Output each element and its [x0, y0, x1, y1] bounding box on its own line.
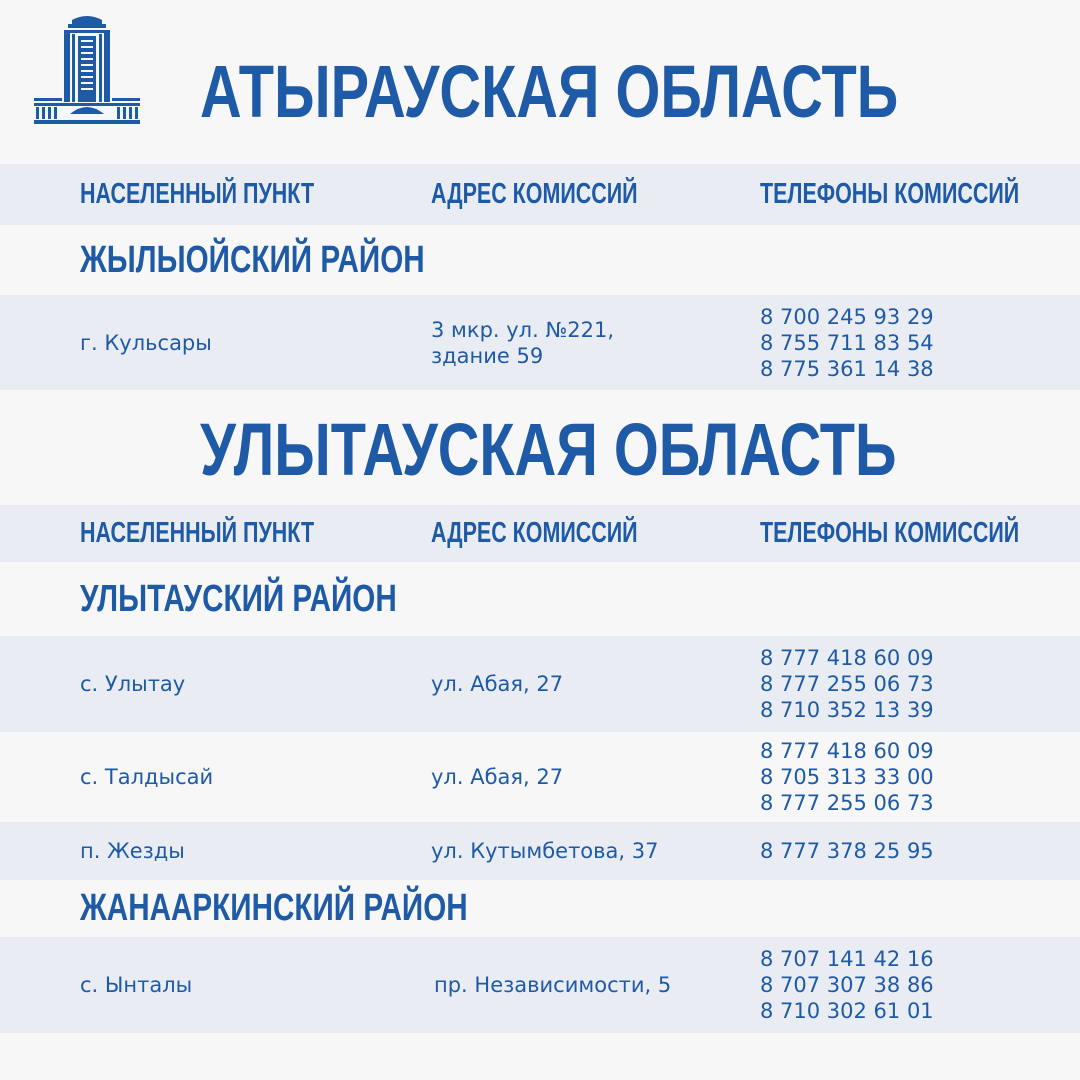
phones-cell	[760, 636, 934, 732]
table-row	[0, 295, 1080, 390]
phone-number: 8 777 378 25 95	[760, 839, 934, 863]
building-logo-icon	[34, 14, 140, 126]
locality-cell: г. Кульсары	[80, 330, 212, 355]
phone-number: 8 710 352 13 39	[760, 698, 934, 722]
phone-number: 8 777 255 06 73	[760, 791, 934, 815]
phones-cell	[760, 937, 934, 1033]
phone-number: 8 707 307 38 86	[760, 973, 934, 997]
column-header-locality: НАСЕЛЕННЫЙ ПУНКТ	[80, 517, 315, 549]
phone-number: 8 700 245 93 29	[760, 304, 934, 329]
locality-cell: с. Талдысай	[80, 765, 214, 789]
phone-number: 8 707 141 42 16	[760, 947, 934, 971]
phone-number: 8 705 313 33 00	[760, 765, 934, 789]
table-header	[0, 164, 1080, 225]
district-name: УЛЫТАУСКИЙ РАЙОН	[80, 577, 397, 620]
address-cell: ул. Абая, 27	[431, 765, 564, 789]
column-header-locality: НАСЕЛЕННЫЙ ПУНКТ	[80, 178, 315, 210]
region-title-atyrau: АТЫРАУСКАЯ ОБЛАСТЬ	[200, 50, 899, 133]
column-header-phones: ТЕЛЕФОНЫ КОМИССИЙ	[760, 517, 1020, 549]
column-header-address: АДРЕС КОМИССИЙ	[431, 178, 638, 210]
locality-cell: с. Улытау	[80, 672, 186, 696]
address-cell: 3 мкр. ул. №221, здание 59	[431, 317, 615, 368]
district-name: ЖАНААРКИНСКИЙ РАЙОН	[80, 887, 468, 929]
phones-cell	[760, 295, 934, 390]
table-row	[0, 732, 1080, 822]
region-title-ulytau: УЛЫТАУСКАЯ ОБЛАСТЬ	[200, 408, 897, 491]
locality-cell: п. Жезды	[80, 839, 185, 863]
phone-number: 8 775 361 14 38	[760, 356, 934, 381]
address-cell: ул. Кутымбетова, 37	[431, 839, 659, 863]
column-header-phones: ТЕЛЕФОНЫ КОМИССИЙ	[760, 178, 1020, 210]
phone-number: 8 777 418 60 09	[760, 646, 934, 670]
phone-number: 8 777 418 60 09	[760, 739, 934, 763]
district-heading	[0, 225, 1080, 295]
address-cell: пр. Независимости, 5	[434, 973, 672, 997]
district-name: ЖЫЛЫОЙСКИЙ РАЙОН	[80, 238, 425, 281]
phone-number: 8 755 711 83 54	[760, 330, 934, 355]
table-row	[0, 822, 1080, 880]
phone-number: 8 710 302 61 01	[760, 999, 934, 1023]
table-row	[0, 937, 1080, 1033]
address-cell: ул. Абая, 27	[431, 672, 564, 696]
table-row	[0, 636, 1080, 732]
district-heading	[0, 562, 1080, 636]
locality-cell: с. Ынталы	[80, 973, 193, 997]
table-header	[0, 505, 1080, 562]
district-heading	[0, 880, 1080, 937]
column-header-address: АДРЕС КОМИССИЙ	[431, 517, 638, 549]
phones-cell	[760, 732, 934, 822]
phone-number: 8 777 255 06 73	[760, 672, 934, 696]
